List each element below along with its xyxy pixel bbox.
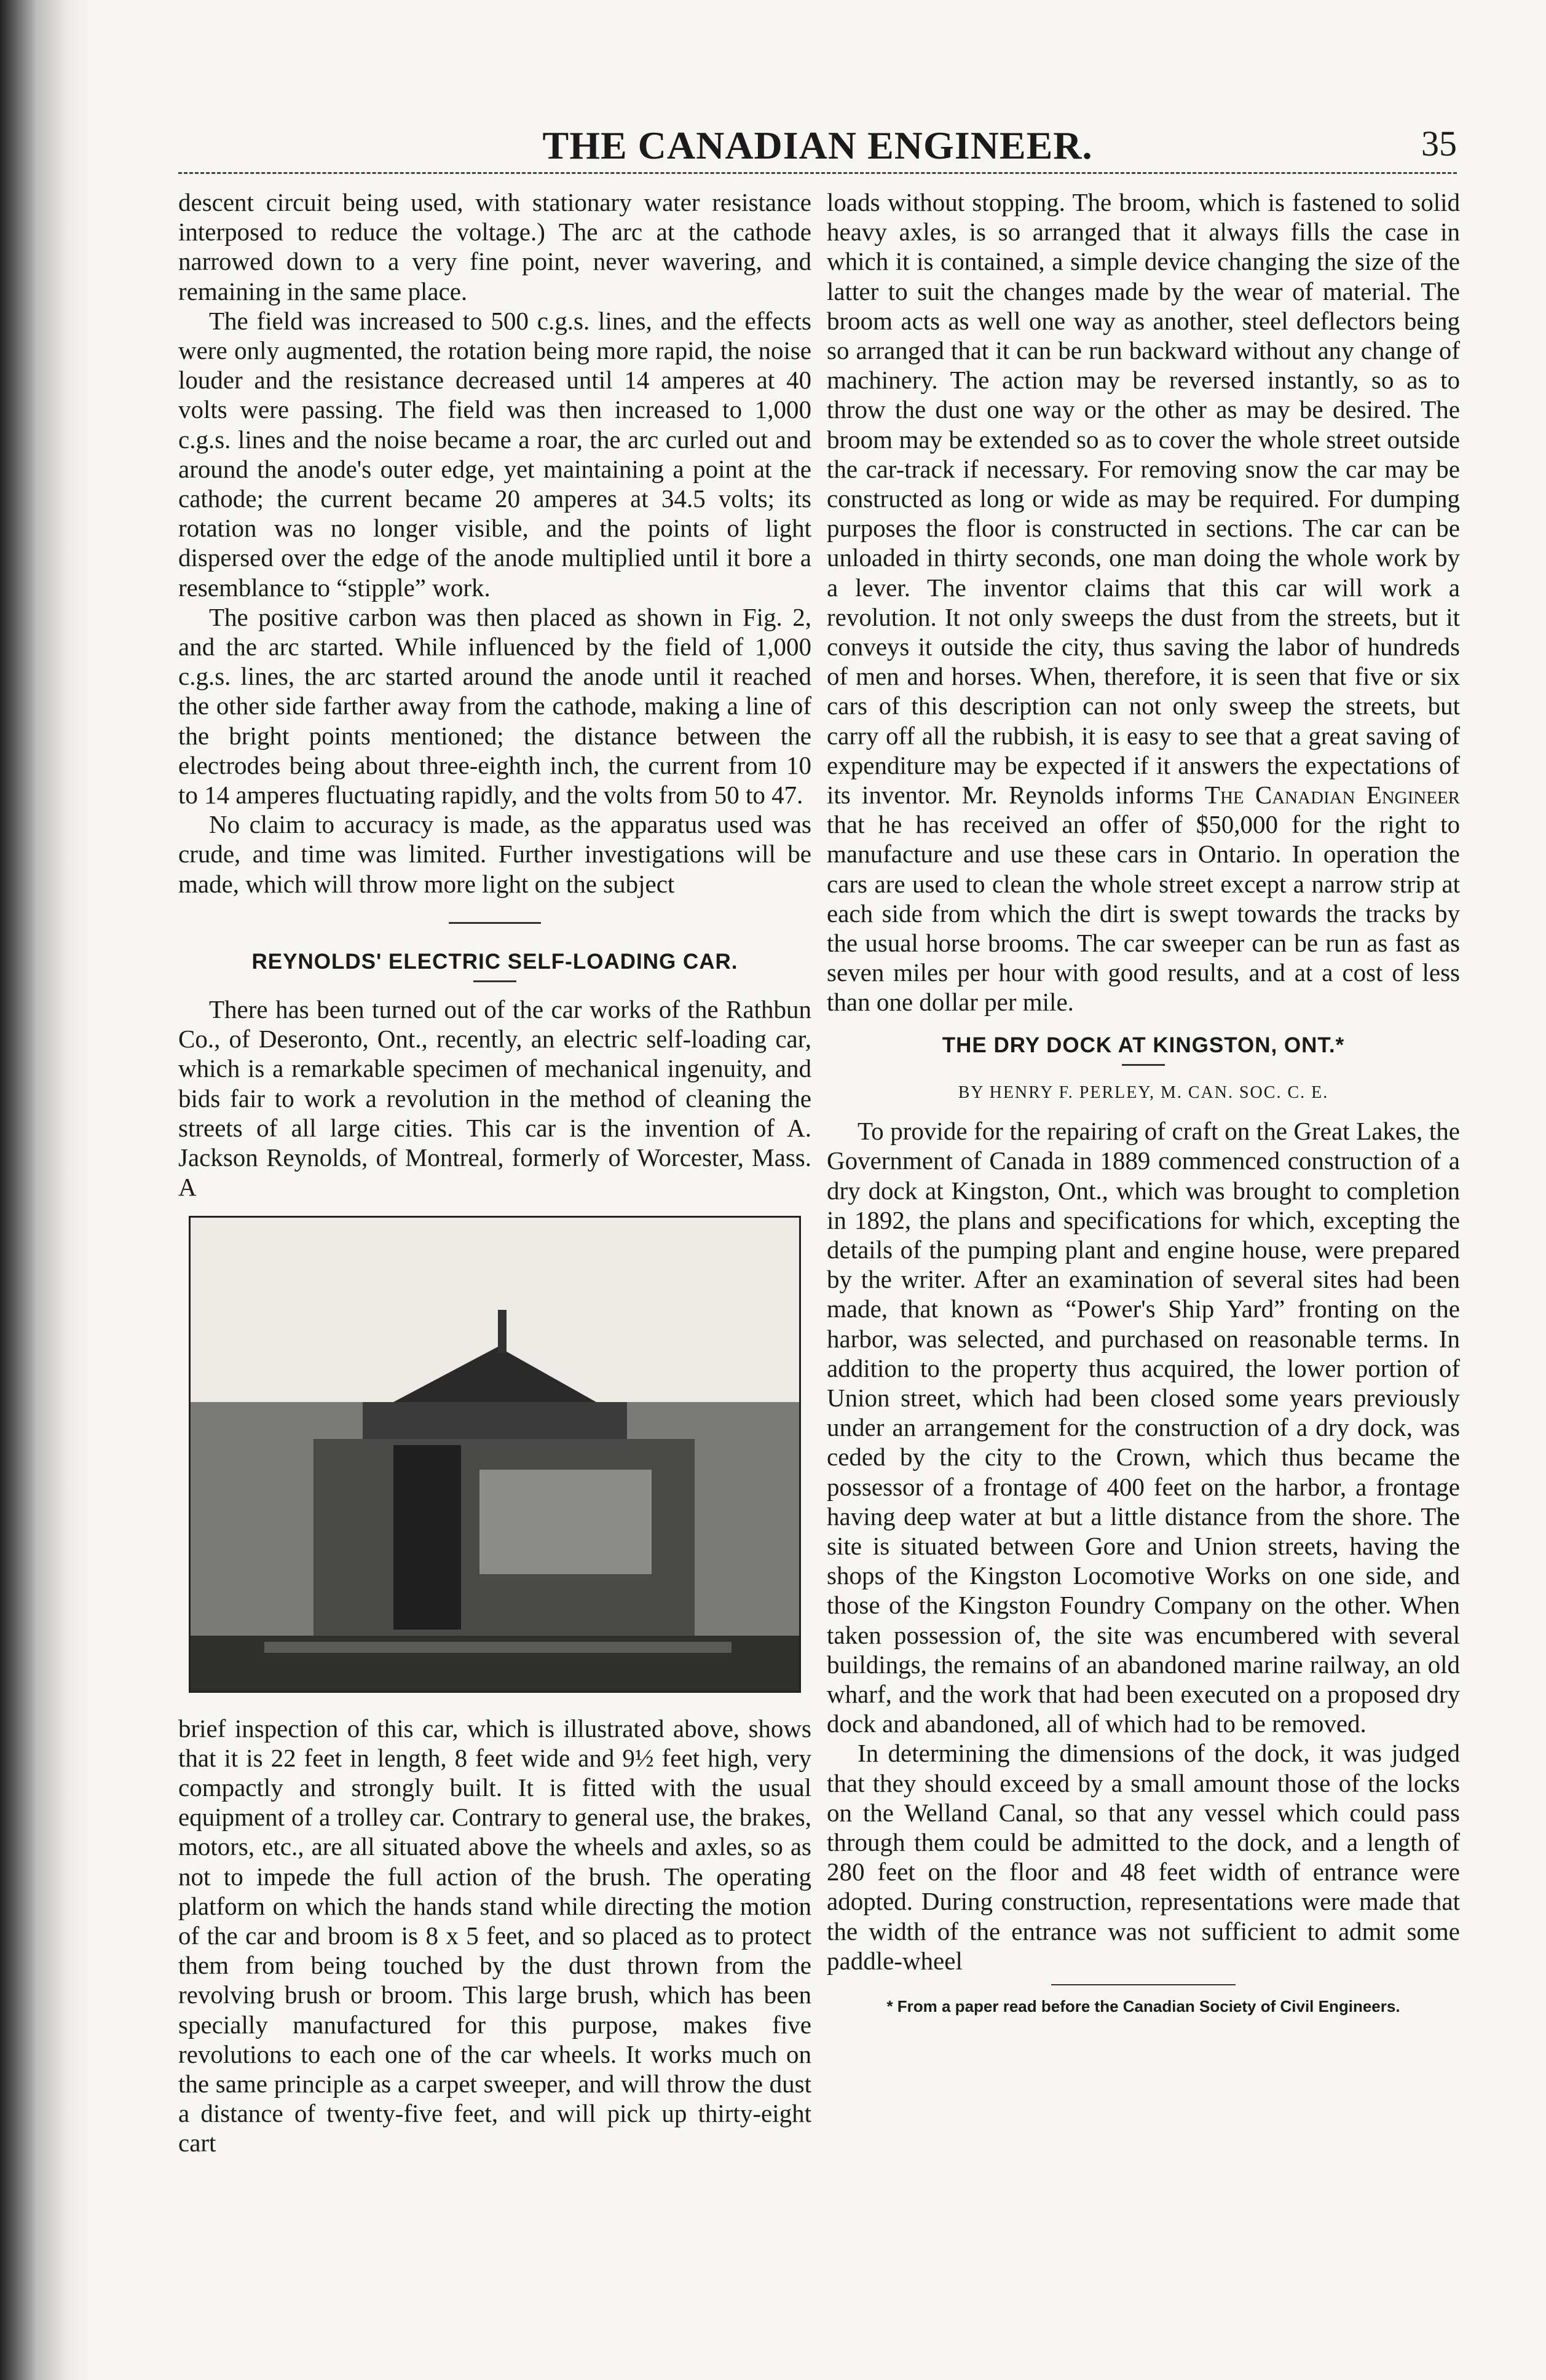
scan-binding-edge — [0, 0, 92, 2380]
right-paragraph-1 — [827, 187, 1460, 1017]
left-paragraph-1: descent circuit being used, with stationary water resistance interposed to reduce the voltage.) The arc at the cathode narrowed down to a very fine point, never wavering, and remaining in the same place. — [178, 188, 811, 305]
article-heading-reynolds: REYNOLDS' ELECTRIC SELF-LOADING CAR. — [251, 949, 738, 974]
author-byline: BY HENRY F. PERLEY, M. CAN. SOC. C. E. — [958, 1082, 1329, 1102]
section-divider — [449, 922, 541, 924]
left-paragraph-3: The positive carbon was then placed as shown in Fig. 2, and the arc started. While influenced by the field of 1,000 c.g.s. lines, the arc started around the anode until it reached the other side farther away from the cathode, making a line of the bright points mentioned; the distance between the electrodes being about three-eighth inch, the current from 10 to 14 amperes fluctuating rapidly, and the volts from 50 to 47. — [178, 602, 811, 810]
car-photograph — [189, 1216, 801, 1693]
footnote-rule — [1051, 1984, 1236, 1985]
heading-underline — [1122, 1064, 1165, 1066]
car-photograph-illustration — [191, 1218, 799, 1691]
left-paragraph-2: The field was increased to 500 c.g.s. lines, and the effects were only augmented, the rotation being more rapid, the noise louder and the resistance decreased until 14 amperes at 40 volts were passing. The field was then increased to 1,000 c.g.s. lines and the noise became a roar, the arc curled out and around the anode's outer edge, yet maintaining a point at the cathode; the current became 20 amperes at 34.5 volts; its rotation was no longer visible, and the points of light dispersed over the edge of the anode multiplied until it bore a resemblance to “stipple” work. — [178, 306, 811, 602]
page-header — [178, 111, 1457, 178]
left-column — [178, 187, 811, 2158]
journal-title: THE CANADIAN ENGINEER. — [542, 124, 1093, 167]
article-heading-dry-dock: THE DRY DOCK AT KINGSTON, ONT.* — [942, 1033, 1345, 1057]
left-paragraph-5: There has been turned out of the car works of the Rathbun Co., of Deseronto, Ont., recently, an electric self-loading car, which is a remarkable specimen of mechanical ingenuity, and bids fair to work a revolution in the method of cleaning the streets of all large cities. This car is the invention of A. Jackson Reynolds, of Montreal, formerly of Worcester, Mass. A — [178, 995, 811, 1202]
heading-underline — [473, 980, 516, 982]
left-paragraph-6: brief inspection of this car, which is illustrated above, shows that it is 22 feet in length, 8 feet wide and 9½ feet high, very compactly and strongly built. It is fitted with the usual equipment of a trolley car. Contrary to general use, the brakes, motors, etc., are all situated above the wheels and axles, so as not to impede the full action of the brush. The operating platform on which the hands stand while directing the motion of the car and broom is 8 x 5 feet, and so placed as to protect them from being touched by the dust thrown from the revolving brush or broom. This large brush, which has been specially manufactured for this purpose, makes five revolutions to each one of the car wheels. It works much on the same principle as a carpet sweeper, and will throw the dust a distance of twenty-five feet, and will pick up thirty-eight cart — [178, 1714, 811, 2157]
footnote: * From a paper read before the Canadian Society of Civil Engineers. — [886, 1996, 1400, 2016]
right-column — [827, 187, 1460, 2021]
page-number: 35 — [1421, 124, 1457, 164]
left-paragraph-4: No claim to accuracy is made, as the apparatus used was crude, and time was limited. Further investigations will be made, which will throw more light on the subject — [178, 810, 811, 898]
right-paragraph-3: In determining the dimensions of the dock, it was judged that they should exceed by a small amount those of the locks on the Welland Canal, so that any vessel which could pass through them could be admitted to the dock, and a length of 280 feet on the floor and 48 feet width of entrance were adopted. During construction, representations were made that the width of the entrance was not sufficient to admit some paddle-wheel — [827, 1739, 1460, 1975]
right-paragraph-1-continued: that he has received an offer of $50,000 for the right to manufacture and use these cars in Ontario. In operation the cars are used to clean the whole street except a narrow strip at each side from which the dirt is swept towards the tracks by the usual horse brooms. The car sweeper can be run as fast as seven miles per hour with good results, and at a cost of less than one dollar per mile. — [827, 810, 1460, 1017]
right-paragraph-1-text: loads without stopping. The broom, which is fastened to solid heavy axles, is so arranged that it always fills the case in which it is contained, a simple device changing the size of the latter to suit the changes made by the wear of material. The broom acts as well one way as another, steel deflectors being so arranged that it can be run backward without any change of machinery. The action may be reversed instantly, so as to throw the dust one way or the other as may be desired. The broom may be extended so as to cover the whole street outside the car-track if necessary. For removing snow the car may be constructed as long or wide as may be required. For dumping purposes the floor is constructed in sections. The car can be unloaded in thirty seconds, one man doing the whole work by a lever. The inventor claims that this car will work a revolution. It not only sweeps the dust from the streets, but it conveys it outside the city, thus saving the labor of hundreds of men and horses. When, therefore, it is seen that five or six cars of this description can not only sweep the streets, but carry off all the rubbish, it is easy to see that a great saving of expenditure may be expected if it answers the expectations of its inventor. Mr. Reynolds informs — [827, 188, 1460, 810]
right-paragraph-2: To provide for the repairing of craft on the Great Lakes, the Government of Canada in 1889 commenced construction of a dry dock at Kingston, Ont., which was brought to completion in 1892, the plans and specifications for which, excepting the details of the pumping plant and engine house, were prepared by the writer. After an examination of several sites had been made, that known as “Power's Ship Yard” fronting on the harbor, was selected, and purchased on reasonable terms. In addition to the property thus acquired, the lower portion of Union street, which had been closed some years previously under an arrangement for the construction of a dry dock, was ceded by the city to the Crown, which thus became the possessor of a frontage of 400 feet on the harbor, a frontage having deep water at but a little distance from the shore. The site is situated between Gore and Union streets, having the shops of the Kingston Locomotive Works on one side, and those of the Kingston Foundry Company on the other. When taken possession of, the site was encumbered with several buildings, the remains of an abandoned marine railway, an old wharf, and the work that had been executed on a proposed dry dock and abandoned, all of which had to be removed. — [827, 1117, 1460, 1738]
journal-name-small-caps: The Canadian Engineer — [1204, 781, 1460, 810]
header-rule — [178, 172, 1457, 174]
